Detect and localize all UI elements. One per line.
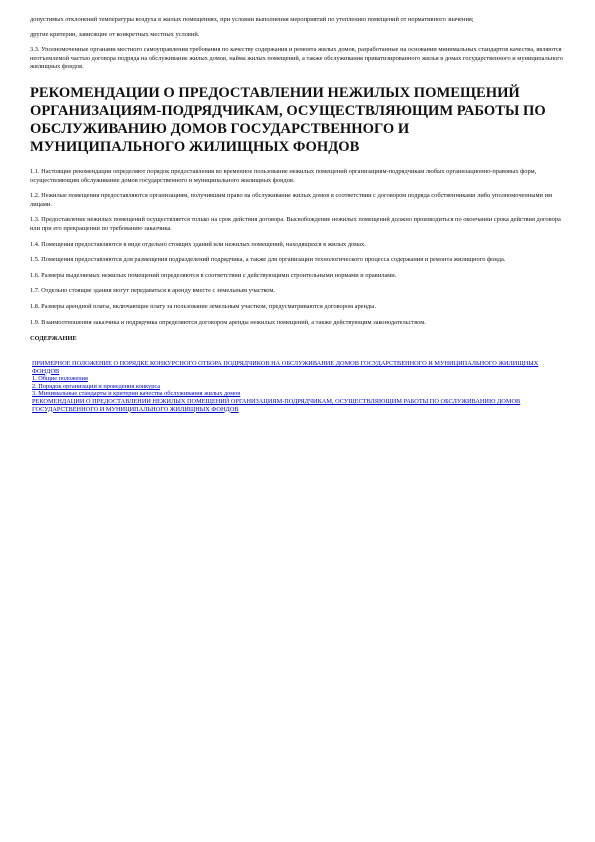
toc-link-general[interactable]: 1. Общие положения [32, 375, 88, 383]
intro-paragraph-2: другие критерии, зависящие от конкретных местных условий. [30, 30, 200, 38]
document-page [30, 16, 566, 413]
item-1-6: 1.6. Размеры выделяемых нежилых помещений определяются в соответствии с действующими строительными нормами и правилами. [30, 271, 397, 279]
intro-paragraph-3: 3.3. Уполномоченные органами местного самоуправления требования по качеству содержания и ремонта жилых домов, разработанные на основании минимальных стандартов качества, являются неотъемлемой частью договора подряда на обслуживание жилых домов, найма жилых помещений, а также обслуживания приватизированного жилья в домах государственного и муниципального жилищных фондов. [30, 46, 563, 71]
item-1-1: 1.1. Настоящие рекомендации определяют порядок предоставления во временное пользование нежилых помещений организациям-подрядчикам любых организационно-правовых форм, осуществляющим обслуживание домов государственного и муниципального жилищных фондов. [30, 167, 537, 184]
item-1-4: 1.4. Помещения предоставляются в виде отдельно стоящих зданий или нежилых помещений, находящихся в жилых домах. [30, 240, 366, 248]
table-of-contents [32, 360, 566, 413]
toc-link-recommendations[interactable]: РЕКОМЕНДАЦИИ О ПРЕДОСТАВЛЕНИИ НЕЖИЛЫХ ПОМЕЩЕНИЙ ОРГАНИЗАЦИЯМ-ПОДРЯДЧИКАМ, ОСУЩЕСТВЛЯЮЩИМ РАБОТЫ ПО ОБСЛУЖИВАНИЮ ДОМОВ ГОСУДАРСТВЕННОГО И МУНИЦИПАЛЬНОГО ЖИЛИЩНЫХ ФОНДОВ [32, 398, 521, 413]
toc-title: СОДЕРЖАНИЕ [30, 335, 77, 343]
item-1-7: 1.7. Отдельно стоящие здания могут передаваться в аренду вместе с земельным участком. [30, 287, 276, 295]
item-1-5: 1.5. Помещения предоставляются для размещения подразделений подрядчика, а также для организации технологического процесса содержания и ремонта жилищного фонда. [30, 256, 506, 264]
toc-link-polozhenie[interactable]: ПРИМЕРНОЕ ПОЛОЖЕНИЕ О ПОРЯДКЕ КОНКУРСНОГО ОТБОРА ПОДРЯДЧИКОВ НА ОБСЛУЖИВАНИЕ ДОМОВ ГОСУДАРСТВЕННОГО И МУНИЦИПАЛЬНОГО ЖИЛИЩНЫХ ФОНДОВ [32, 360, 539, 375]
section-heading: РЕКОМЕНДАЦИИ О ПРЕДОСТАВЛЕНИИ НЕЖИЛЫХ ПОМЕЩЕНИЙ ОРГАНИЗАЦИЯМ-ПОДРЯДЧИКАМ, ОСУЩЕСТВЛЯЮЩИМ РАБОТЫ ПО ОБСЛУЖИВАНИЮ ДОМОВ ГОСУДАРСТВЕННОГО И МУНИЦИПАЛЬНОГО ЖИЛИЩНЫХ ФОНДОВ [30, 84, 546, 155]
item-1-8: 1.8. Размеры арендной платы, включающие плату за пользование земельным участком, предусматриваются договором аренды. [30, 302, 377, 310]
item-1-3: 1.3. Предоставление нежилых помещений осуществляется только на срок действия договора. Высвобождение нежилых помещений должно производиться по окончании срока действия договора или при его прекращении по требованию заказчика. [30, 216, 561, 232]
toc-link-standards[interactable]: 3. Минимальные стандарты и критерии качества обслуживания жилых домов [32, 390, 241, 398]
item-1-2: 1.2. Нежилые помещения предоставляются организациям, получившим право на обслуживание жилых домов в соответствии с договором подряда собственниками либо уполномоченными им лицами. [30, 192, 553, 208]
item-1-9: 1.9. Взаимоотношения заказчика и подрядчика определяются договором аренды нежилых помещений, а также действующим законодательством. [30, 318, 426, 326]
intro-paragraph-1: допустимых отклонений температуры воздуха в жилых помещениях, при условии выполнения мероприятий по утеплению помещений от нормативного значения; [30, 16, 474, 23]
toc-link-procedure[interactable]: 2. Порядок организации и проведения конкурса [32, 382, 161, 390]
